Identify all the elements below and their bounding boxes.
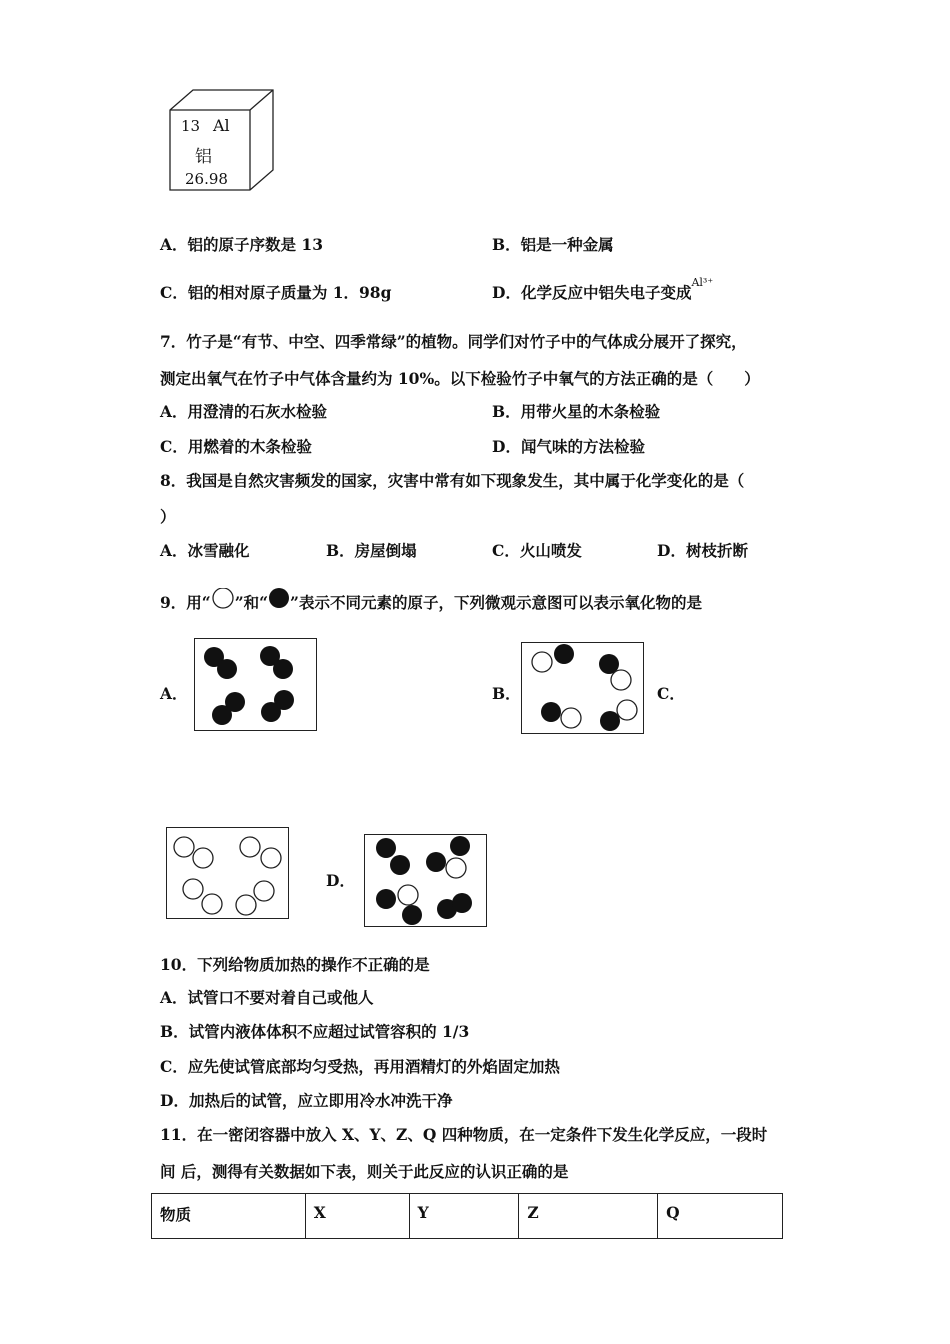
diagram-b xyxy=(521,642,644,734)
q9-option-b-label: B． xyxy=(492,684,521,703)
q9-stem xyxy=(160,588,702,613)
q8-option-a: A．冰雪融化 xyxy=(160,541,250,560)
q11-stem-line1: 11．在一密闭容器中放入 X、Y、Z、Q 四种物质，在一定条件下发生化学反应，一段时 xyxy=(160,1125,768,1144)
q6-option-c: C．铝的相对原子质量为 1．98g xyxy=(160,283,392,302)
q10-option-c: C．应先使试管底部均匀受热，再用酒精灯的外焰固定加热 xyxy=(160,1057,560,1076)
q7-option-d: D．闻气味的方法检验 xyxy=(492,437,645,456)
table-header-cell: 物质 xyxy=(152,1194,306,1239)
diagram-c xyxy=(166,827,289,919)
q9-option-d-label: D． xyxy=(326,871,355,890)
q6-option-d-text: D．化学反应中铝失电子变成 xyxy=(492,283,692,302)
element-card xyxy=(165,88,277,192)
table-header-cell: X xyxy=(305,1194,409,1239)
diagram-a-molecules xyxy=(195,639,315,729)
q6-option-d-ion: Al³⁺ xyxy=(691,276,714,289)
table-header-cell: Q xyxy=(658,1194,783,1239)
q9-stem-pre: 9．用“ xyxy=(160,593,211,612)
diagram-c-molecules xyxy=(167,828,287,918)
diagram-d xyxy=(364,834,487,927)
diagram-a xyxy=(194,638,317,731)
q8-option-b: B．房屋倒塌 xyxy=(326,541,417,560)
table-header-row xyxy=(152,1194,783,1239)
q7-option-b: B．用带火星的木条检验 xyxy=(492,402,661,421)
q9-option-a-label: A． xyxy=(160,684,188,703)
q10-option-a: A．试管口不要对着自己或他人 xyxy=(160,988,374,1007)
q6-option-a: A．铝的原子序数是 13 xyxy=(160,235,323,254)
q10-stem: 10．下列给物质加热的操作不正确的是 xyxy=(160,955,430,974)
q9-stem-mid: ”和“ xyxy=(234,593,269,612)
table-header-cell: Y xyxy=(409,1194,519,1239)
element-name: 铝 xyxy=(195,147,212,167)
q7-stem-line1: 7．竹子是“有节、中空、四季常绿”的植物。同学们对竹子中的气体成分展开了探究， xyxy=(160,332,747,351)
q8-stem-line1: 8．我国是自然灾害频发的国家，灾害中常有如下现象发生，其中属于化学变化的是（ xyxy=(160,471,745,490)
white-atom-icon xyxy=(211,588,235,610)
q11-data-table xyxy=(151,1193,783,1239)
q9-stem-post: ”表示不同元素的原子，下列微观示意图可以表示氧化物的是 xyxy=(290,593,702,612)
q8-option-c: C．火山喷发 xyxy=(492,541,582,560)
element-symbol: Al xyxy=(213,116,230,135)
q10-option-d: D．加热后的试管，应立即用冷水冲洗干净 xyxy=(160,1091,453,1110)
q10-option-b: B．试管内液体体积不应超过试管容积的 1/3 xyxy=(160,1022,470,1041)
q8-option-d: D．树枝折断 xyxy=(657,541,748,560)
q11-stem-line2: 间 后，测得有关数据如下表，则关于此反应的认识正确的是 xyxy=(160,1162,569,1181)
element-number: 13 xyxy=(181,117,201,135)
q7-stem-line2: 测定出氧气在竹子中气体含量约为 10%。以下检验竹子中氧气的方法正确的是（ ） xyxy=(160,369,760,388)
q9-option-c-label: C． xyxy=(657,684,685,703)
diagram-d-molecules xyxy=(365,835,485,925)
q6-option-d xyxy=(492,276,714,305)
element-mass: 26.98 xyxy=(185,170,228,188)
q8-stem-line2: ） xyxy=(160,507,176,526)
q7-option-c: C．用燃着的木条检验 xyxy=(160,437,312,456)
q7-option-a: A．用澄清的石灰水检验 xyxy=(160,402,328,421)
black-atom-icon xyxy=(268,588,290,610)
diagram-b-molecules xyxy=(522,643,642,733)
table-header-cell: Z xyxy=(519,1194,658,1239)
q6-option-b: B．铝是一种金属 xyxy=(492,235,614,254)
